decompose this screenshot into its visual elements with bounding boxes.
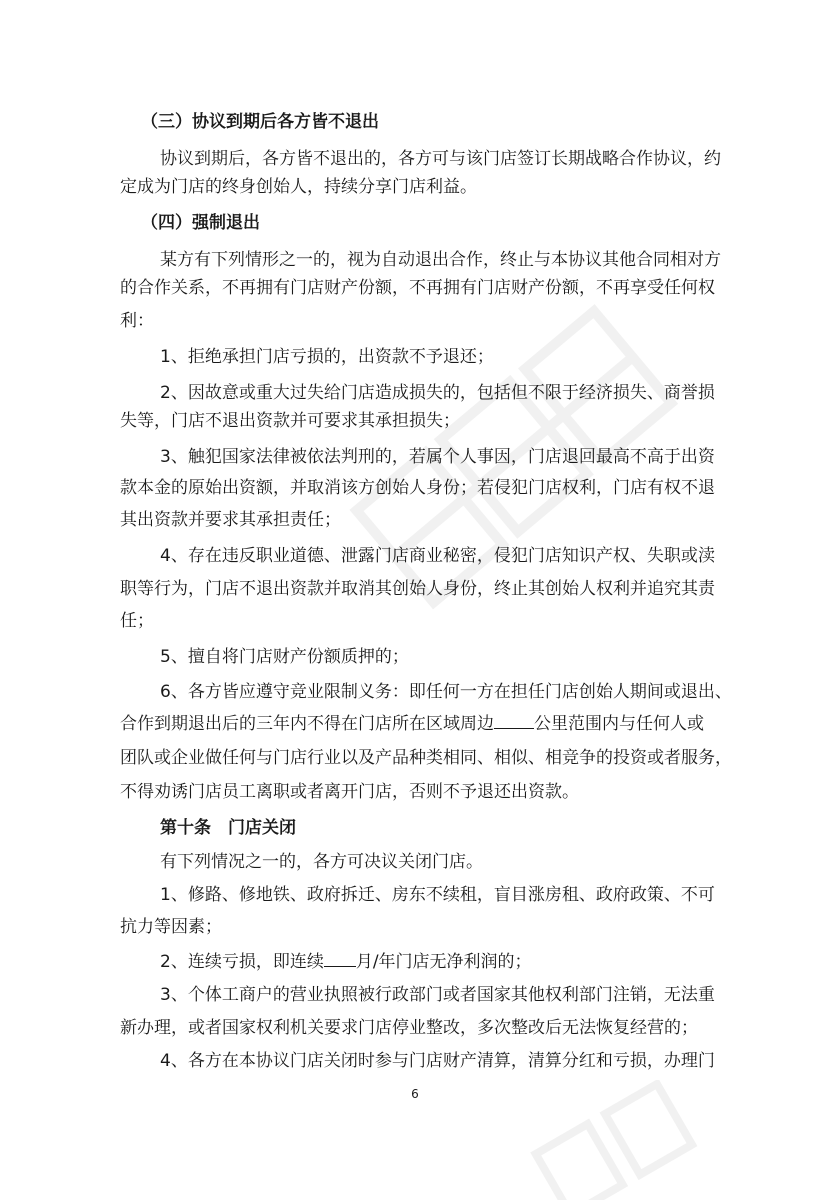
list-item: 5、擅自将门店财产份额质押的； xyxy=(160,647,409,667)
text-segment: 合作到期退出后的三年内不得在门店所在区域周边 xyxy=(120,714,494,734)
paragraph-line: 失等，门店不退出资款并可要求其承担损失； xyxy=(120,411,460,431)
paragraph-line: 的合作关系，不再拥有门店财产份额，不再拥有门店财产份额，不再享受任何权 xyxy=(120,278,715,298)
list-item: 2、因故意或重大过失给门店造成损失的，包括但不限于经济损失、商誉损 xyxy=(160,383,715,403)
paragraph-line: 有下列情况之一的，各方可决议关闭门店。 xyxy=(160,852,483,872)
list-item: 1、拒绝承担门店亏损的，出资款不予退还； xyxy=(160,347,494,367)
list-item: 4、存在违反职业道德、泄露门店商业秘密，侵犯门店知识产权、失职或渎 xyxy=(160,546,715,566)
list-item: 4、各方在本协议门店关闭时参与门店财产清算，清算分红和亏损，办理门 xyxy=(160,1051,715,1071)
text-segment: 月/年门店无净利润的； xyxy=(355,952,532,972)
fill-in-blank xyxy=(494,712,534,729)
text-segment: 公里范围内与任何人或 xyxy=(534,714,704,734)
list-item xyxy=(160,950,532,974)
page-number: 6 xyxy=(411,1087,419,1101)
paragraph-line: 其出资款并要求其承担责任； xyxy=(120,510,341,530)
paragraph-line: 定成为门店的终身创始人，持续分享门店利益。 xyxy=(120,177,477,197)
paragraph-line: 款本金的原始出资额，并取消该方创始人身份；若侵犯门店权利，门店有权不退 xyxy=(120,478,715,498)
paragraph-line: 抗力等因素； xyxy=(120,917,222,937)
list-item: 3、个体工商户的营业执照被行政部门或者国家其他权利部门注销，无法重 xyxy=(160,985,715,1005)
paragraph-line: 不得劝诱门店员工离职或者离开门店，否则不予退还出资款。 xyxy=(120,782,579,802)
paragraph-line: 利： xyxy=(120,311,154,331)
paragraph-line: 职等行为，门店不退出资款并取消其创始人身份，终止其创始人权利并追究其责 xyxy=(120,579,715,599)
list-item: 1、修路、修地铁、政府拆迁、房东不续租，盲目涨房租、政府政策、不可 xyxy=(160,885,715,905)
article-heading: 第十条 门店关闭 xyxy=(160,818,296,838)
paragraph-line: 新办理，或者国家权利机关要求门店停业整改，多次整改后无法恢复经营的； xyxy=(120,1018,698,1038)
paragraph-line xyxy=(120,712,704,736)
paragraph-line: 任； xyxy=(120,611,154,631)
section-heading-3: （三）协议到期后各方皆不退出 xyxy=(141,112,379,132)
list-item: 6、各方皆应遵守竞业限制义务：即任何一方在担任门店创始人期间或退出、 xyxy=(160,682,732,702)
paragraph-line: 团队或企业做任何与门店行业以及产品种类相同、相似、相竞争的投资或者服务， xyxy=(120,748,732,768)
list-item: 3、触犯国家法律被依法判刑的，若属个人事因，门店退回最高不高于出资 xyxy=(160,447,715,467)
section-heading-4: （四）强制退出 xyxy=(141,213,260,233)
paragraph-line: 协议到期后，各方皆不退出的，各方可与该门店签订长期战略合作协议，约 xyxy=(160,149,721,169)
text-segment: 2、连续亏损，即连续 xyxy=(160,952,324,972)
paragraph-line: 某方有下列情形之一的，视为自动退出合作，终止与本协议其他合同相对方 xyxy=(160,250,721,270)
fill-in-blank xyxy=(324,950,356,967)
